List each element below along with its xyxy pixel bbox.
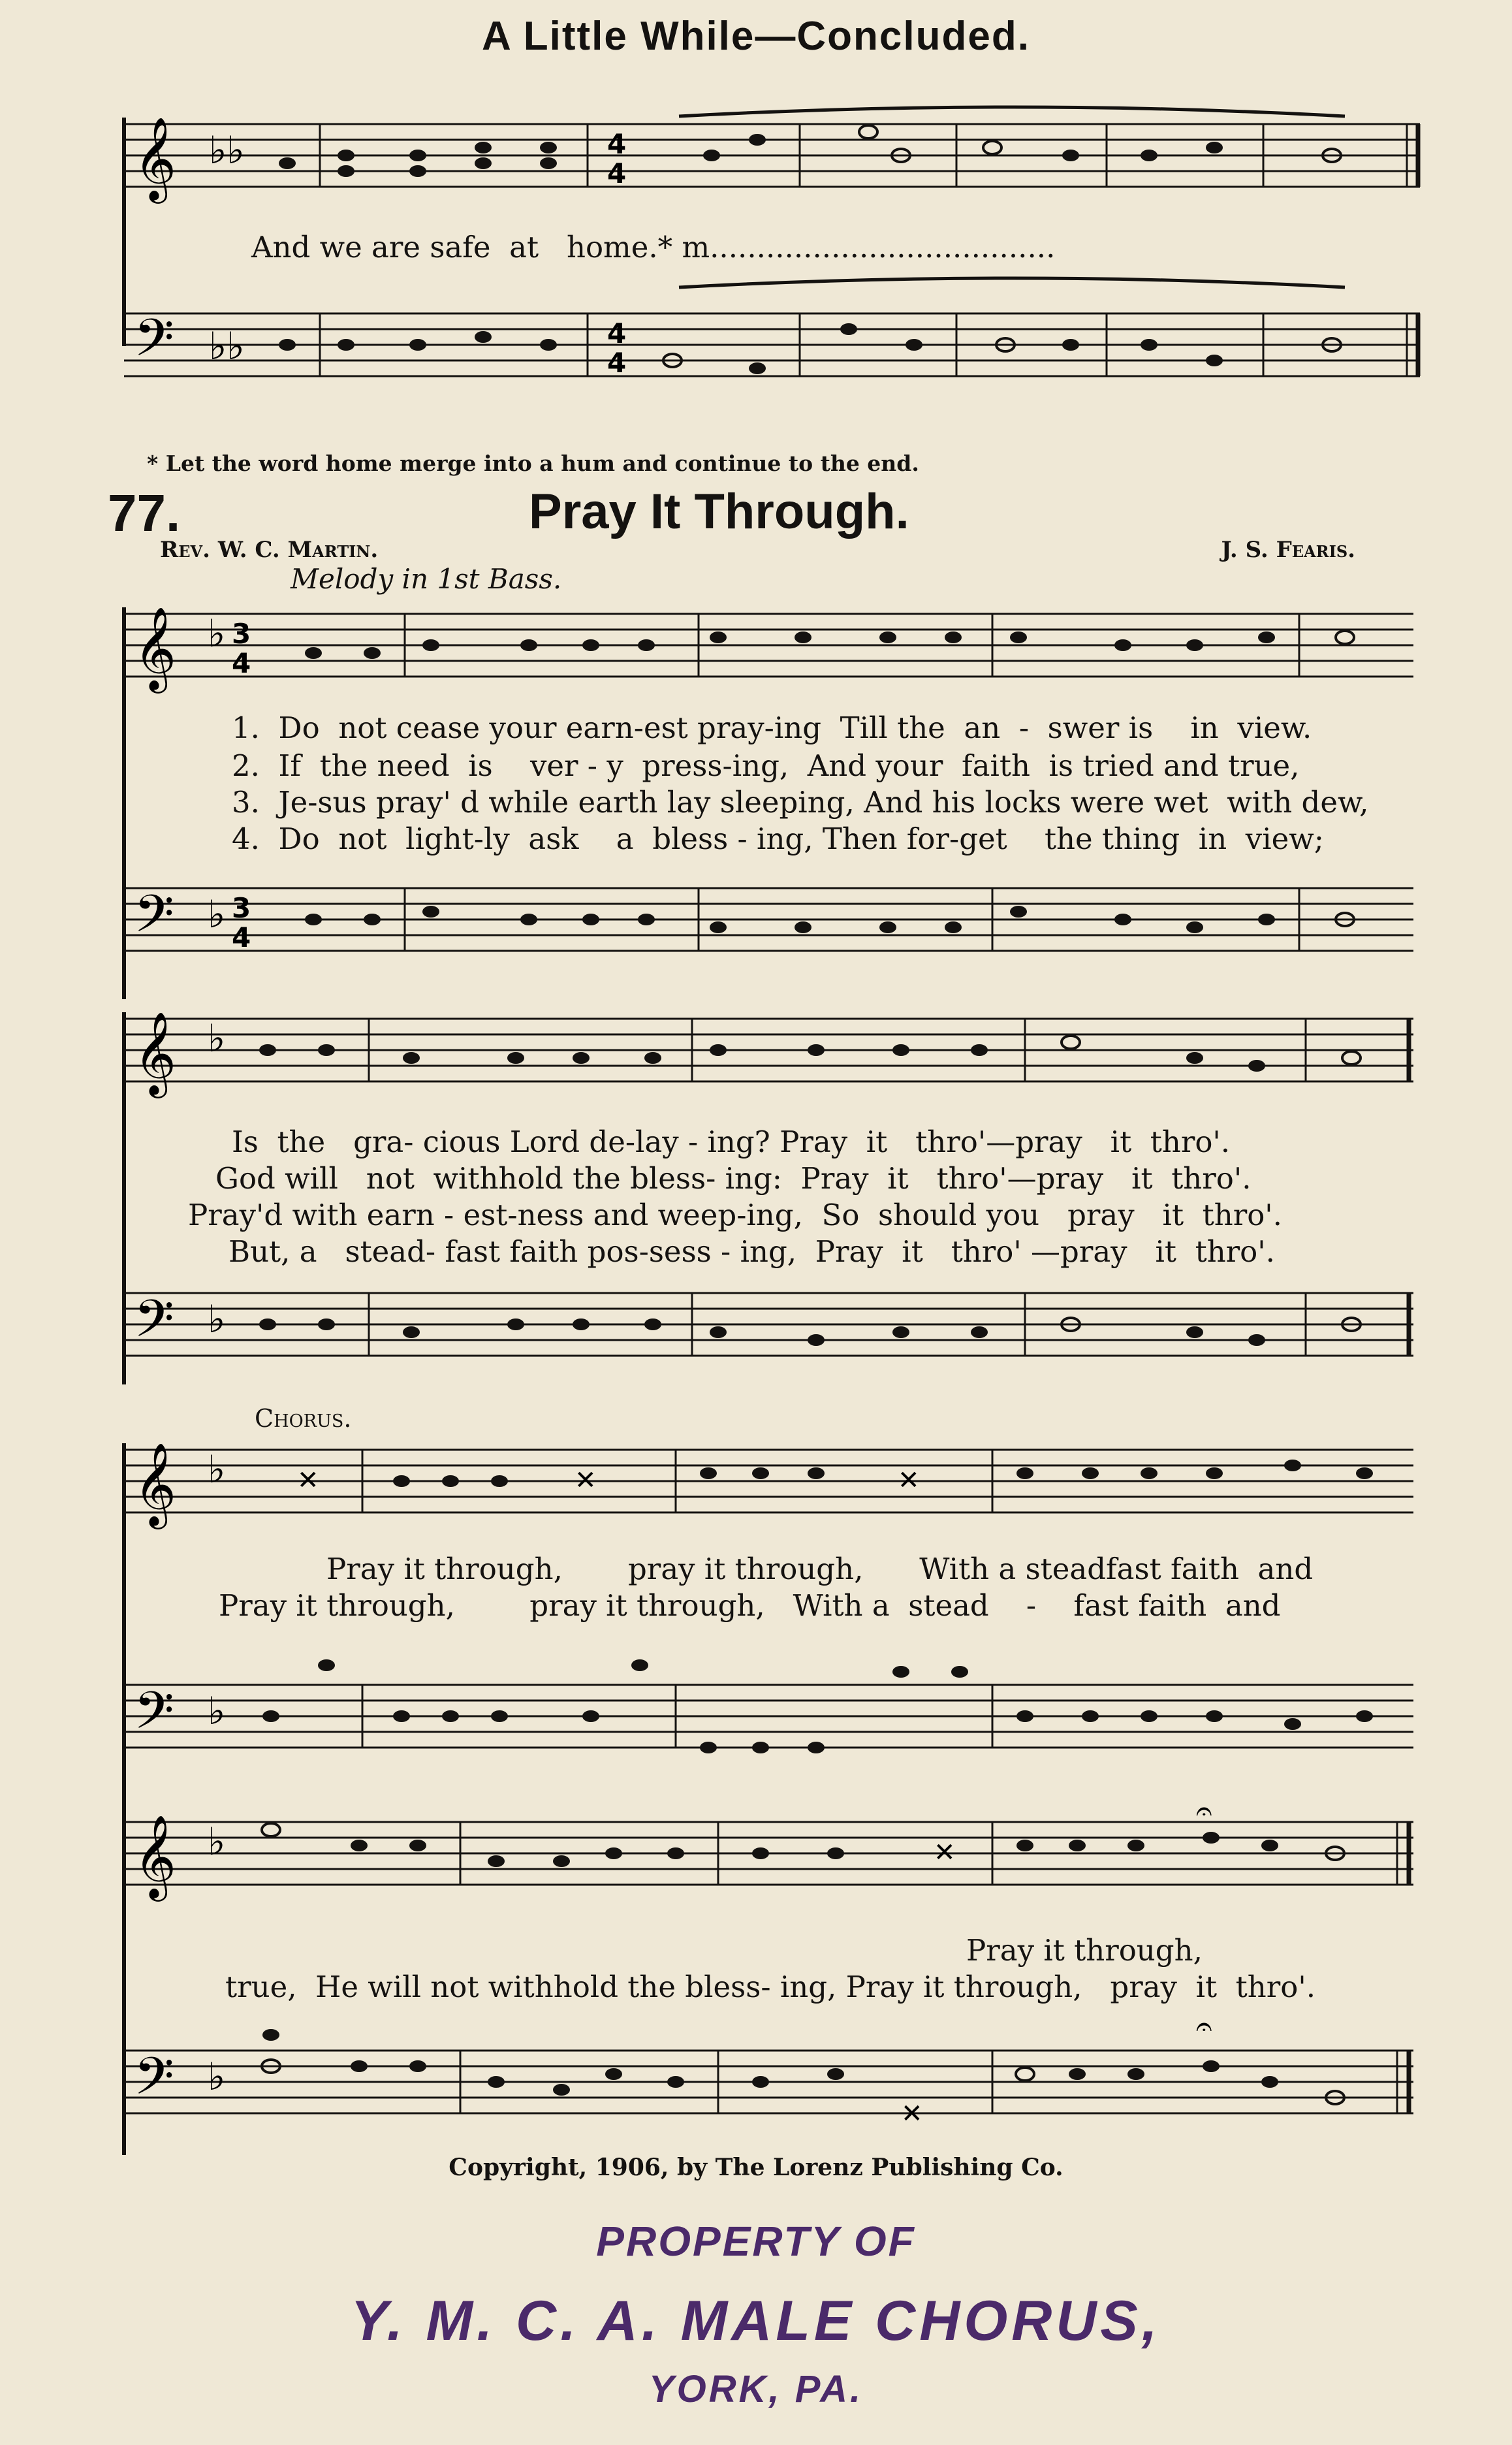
bass-staff-system-5 (0, 1998, 1512, 2149)
bass-staff-system-4 (0, 1639, 1512, 1776)
chorus-end-lower-lyric: true, He will not withhold the bless- ing, Pray it through, pray it thro'. (225, 1970, 1316, 2004)
hymn-number: 77. (108, 484, 181, 542)
svg-text:♭: ♭ (208, 1016, 226, 1061)
chorus-line-2: Pray it through, pray it through, With a stead - fast faith and (219, 1588, 1281, 1623)
svg-text:✕: ✕ (575, 1465, 597, 1495)
page-title: A Little While—Concluded. (482, 14, 1030, 59)
svg-text:3: 3 (232, 618, 251, 650)
verse-line-1: 1. Do not cease your earn-est pray-ing Till the an - swer is in view. (232, 711, 1312, 745)
svg-text:4: 4 (232, 647, 251, 679)
treble-staff-system-4 (0, 1424, 1512, 1541)
svg-text:4: 4 (607, 317, 627, 349)
verse-ending-4: But, a stead- fast faith pos-sess - ing, Pray it thro' —pray it thro'. (228, 1234, 1275, 1269)
svg-text:✕: ✕ (898, 1465, 920, 1495)
svg-text:♭: ♭ (208, 1447, 226, 1492)
svg-text:♭: ♭ (208, 2054, 226, 2099)
svg-text:♭: ♭ (208, 611, 226, 656)
chorus-label: Chorus. (255, 1404, 352, 1433)
composer: J. S. Fearis. (1221, 537, 1355, 563)
treble-staff-system-5 (0, 1789, 1512, 1920)
stamp-line-organization: Y. M. C. A. MALE CHORUS, (351, 2290, 1161, 2352)
verse-ending-2: God will not withhold the bless- ing: Pray it thro'—pray it thro'. (215, 1161, 1252, 1196)
svg-text:𝄞: 𝄞 (134, 116, 177, 200)
melody-note: Melody in 1st Bass. (291, 563, 562, 595)
svg-text:4: 4 (232, 921, 251, 953)
svg-text:♭♭: ♭♭ (209, 128, 245, 172)
svg-text:♭♭: ♭♭ (209, 324, 245, 368)
svg-text:𝄢: 𝄢 (134, 1288, 174, 1362)
treble-staff-system-1 (0, 98, 1512, 229)
treble-staff-system-2 (0, 588, 1512, 705)
svg-text:𝄢: 𝄢 (134, 884, 174, 957)
copyright: Copyright, 1906, by The Lorenz Publishing Co. (449, 2154, 1063, 2181)
bass-staff-system-2 (0, 855, 1512, 986)
author: Rev. W. C. Martin. (160, 537, 379, 563)
svg-text:4: 4 (607, 347, 627, 379)
footnote: * Let the word home merge into a hum and continue to the end. (147, 451, 919, 476)
verse-ending-1: Is the gra- cious Lord de-lay - ing? Pray it thro'—pray it thro'. (232, 1125, 1231, 1159)
svg-text:✕: ✕ (901, 2099, 923, 2129)
svg-text:4: 4 (607, 157, 627, 189)
svg-text:𝄞: 𝄞 (134, 606, 177, 690)
svg-text:𝄞: 𝄞 (134, 1442, 177, 1526)
svg-text:𝄢: 𝄢 (134, 2046, 174, 2119)
svg-text:𝄢: 𝄢 (134, 308, 174, 381)
svg-text:𝄞: 𝄞 (134, 1814, 177, 1898)
treble-staff-system-3 (0, 993, 1512, 1110)
svg-text:♭: ♭ (208, 1689, 226, 1733)
svg-text:𝄐: 𝄐 (1196, 2010, 1212, 2043)
verse-line-2: 2. If the need is ver - y press-ing, And your faith is tried and true, (232, 748, 1300, 783)
hymn-title: Pray It Through. (529, 484, 909, 539)
svg-text:𝄢: 𝄢 (134, 1680, 174, 1753)
svg-text:4: 4 (607, 128, 627, 160)
chorus-end-upper-lyric: Pray it through, (966, 1933, 1203, 1968)
verse-line-4: 4. Do not light-ly ask a bless - ing, Then for-get the thing in view; (232, 822, 1324, 856)
svg-text:♭: ♭ (208, 1819, 226, 1864)
chorus-line-1: Pray it through, pray it through, With a steadfast faith and (326, 1552, 1314, 1586)
bass-staff-system-1 (0, 274, 1512, 418)
stamp-line-location: YORK, PA. (648, 2368, 864, 2410)
verse-ending-3: Pray'd with earn - est-ness and weep-ing, So should you pray it thro'. (188, 1198, 1282, 1232)
svg-text:♭: ♭ (208, 1297, 226, 1341)
svg-text:𝄞: 𝄞 (134, 1011, 177, 1095)
section1-lyric: And we are safe at home.* m..................................... (251, 230, 1056, 264)
svg-text:♭: ♭ (208, 892, 226, 936)
stamp-line-property-of: PROPERTY OF (596, 2218, 916, 2265)
svg-text:𝄐: 𝄐 (1196, 1795, 1212, 1828)
svg-text:✕: ✕ (297, 1465, 319, 1495)
bass-staff-system-3 (0, 1260, 1512, 1391)
svg-text:3: 3 (232, 892, 251, 924)
verse-line-3: 3. Je-sus pray' d while earth lay sleeping, And his locks were wet with dew, (232, 785, 1369, 820)
svg-text:✕: ✕ (934, 1838, 956, 1868)
